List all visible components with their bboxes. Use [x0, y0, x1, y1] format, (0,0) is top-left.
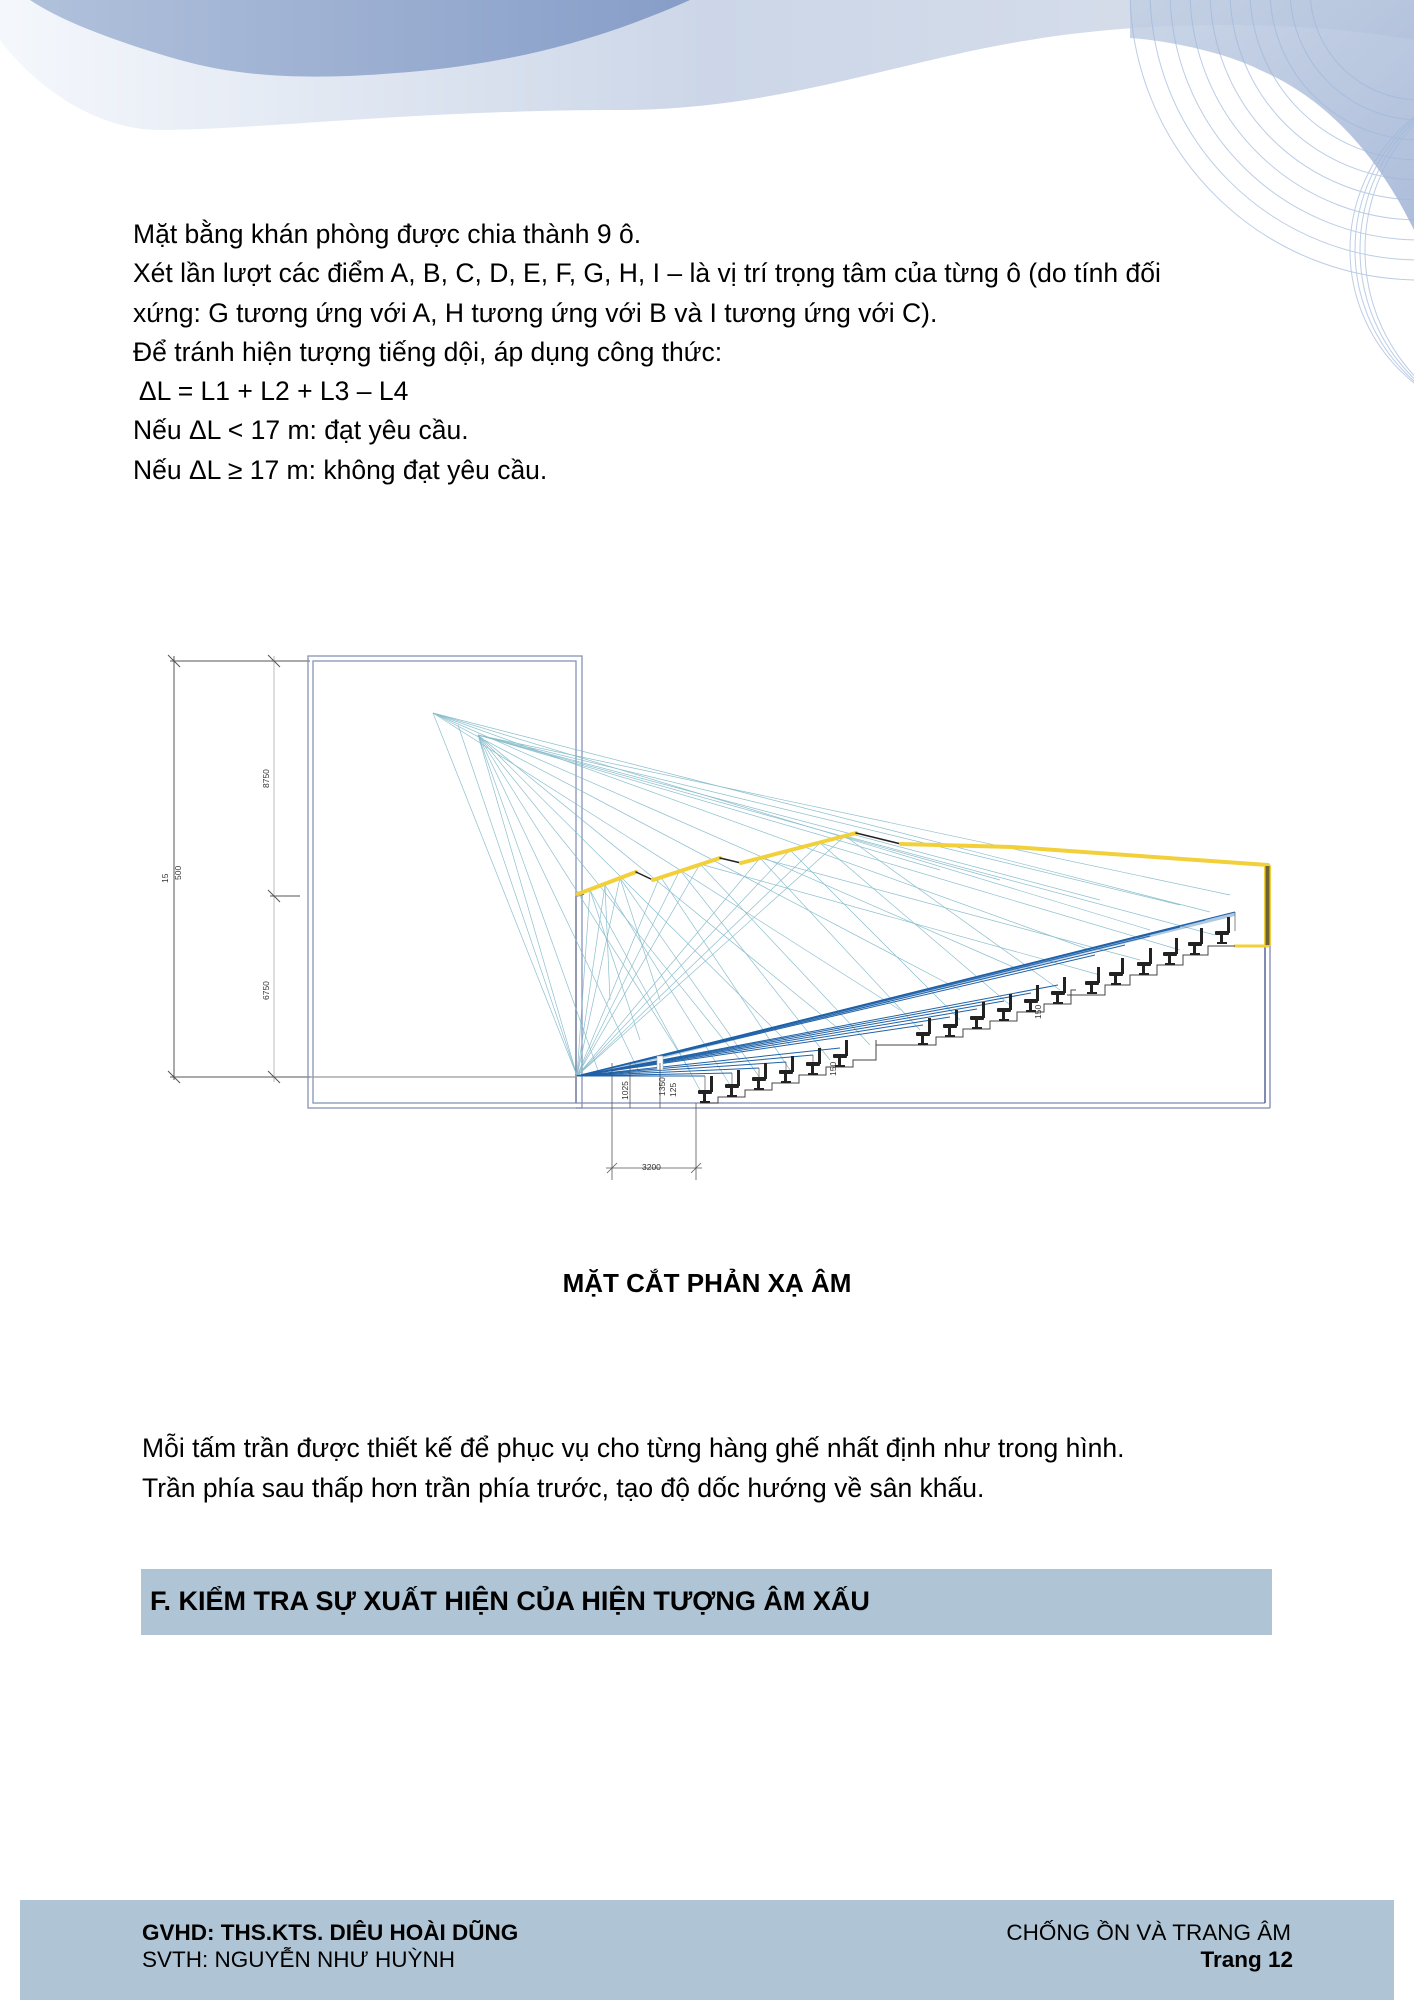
footer-advisor: GVHD: THS.KTS. DIÊU HOÀI DŨNG	[142, 1920, 519, 1945]
seat	[1137, 948, 1152, 975]
seat	[752, 1063, 767, 1090]
dim-label-upper: 8750	[261, 769, 271, 788]
stage-box	[308, 656, 582, 1108]
explanation-line: Trần phía sau thấp hơn trần phía trước, tạo độ dốc hướng về sân khấu.	[142, 1473, 985, 1503]
footer-subject: CHỐNG ỒN VÀ TRANG ÂM	[1006, 1920, 1291, 1945]
seat	[698, 1076, 713, 1103]
seat	[1051, 977, 1066, 1004]
dim-label-lower: 6750	[261, 981, 271, 1000]
dim-label-total-b: 500	[173, 865, 183, 880]
dim-label-total-a: 15	[160, 873, 170, 883]
dim-label-row-rise-2: 150	[1033, 1004, 1043, 1019]
rear-wall	[1264, 865, 1271, 946]
seats	[698, 917, 1230, 1103]
figure-caption: MẶT CẮT PHẢN XẠ ÂM	[562, 1268, 852, 1298]
section-heading	[141, 1569, 1272, 1635]
condition-pass: Nếu ΔL < 17 m: đạt yêu cầu.	[133, 415, 469, 446]
intro-line: Xét lần lượt các điểm A, B, C, D, E, F, G, H, I – là vị trí trọng tâm của từng ô (do tính đối	[133, 258, 1161, 289]
seat	[1109, 958, 1124, 985]
seating-steps	[700, 946, 1235, 1103]
section-heading-title: F. KIỂM TRA SỰ XUẤT HIỆN CỦA HIỆN TƯỢNG ÂM XẤU	[150, 1586, 870, 1616]
dim-label-first-row-eye: 1350	[657, 1077, 667, 1096]
footer-student: SVTH: NGUYỄN NHƯ HUỲNH	[142, 1947, 455, 1972]
seat	[806, 1048, 821, 1075]
explanation-paragraph	[142, 1428, 1125, 1508]
dim-label-stage-height: 1025	[620, 1081, 630, 1100]
page-footer	[20, 1900, 1394, 2000]
footer-page-number: Trang 12	[1200, 1947, 1293, 1972]
explanation-line: Mỗi tấm trần được thiết kế để phục vụ cho từng hàng ghế nhất định như trong hình.	[142, 1433, 1125, 1463]
intro-line: Mặt bằng khán phòng được chia thành 9 ô.	[133, 219, 642, 249]
intro-line: xứng: G tương ứng với A, H tương ứng với B và I tương ứng với C).	[133, 297, 938, 328]
dim-label-stage-offset: 3200	[642, 1162, 661, 1172]
seat	[1188, 928, 1203, 955]
seat	[1215, 917, 1230, 944]
dim-label-row-rise-1: 150	[828, 1061, 838, 1076]
seat	[1163, 938, 1178, 965]
dim-label-first-row-step: 125	[668, 1082, 678, 1097]
formula-line: ΔL = L1 + L2 + L3 – L4	[133, 376, 409, 407]
seat	[779, 1056, 794, 1083]
condition-fail: Nếu ΔL ≥ 17 m: không đạt yêu cầu.	[133, 454, 548, 485]
seat	[725, 1070, 740, 1097]
dimension-lines	[168, 655, 310, 1083]
intro-line: Để tránh hiện tượng tiếng dội, áp dụng công thức:	[133, 336, 723, 367]
seat	[1085, 967, 1100, 994]
